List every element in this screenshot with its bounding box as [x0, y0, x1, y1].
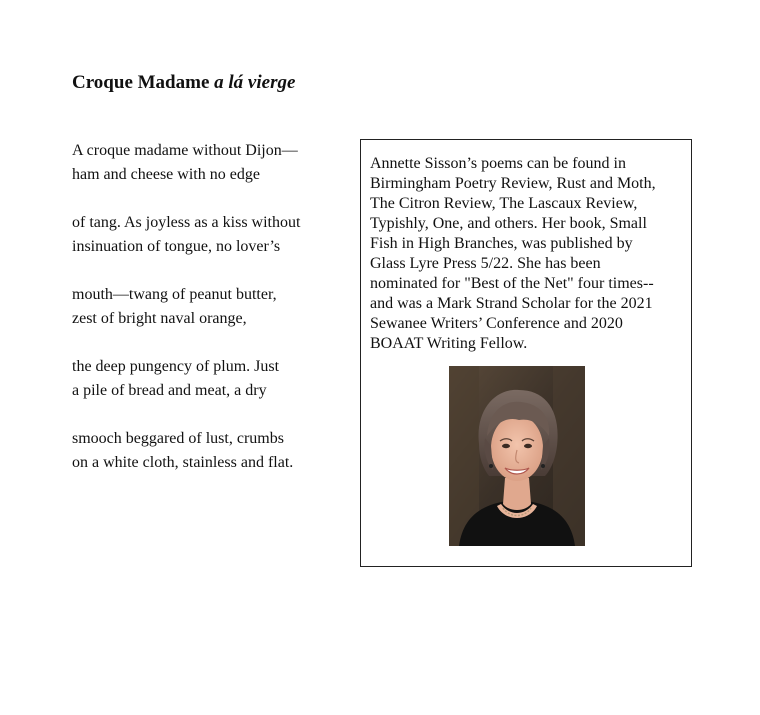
bio-line: Sewanee Writers’ Conference and 2020 [370, 315, 623, 332]
author-portrait-photo [449, 366, 585, 546]
poem-line: mouth—twang of peanut butter, [72, 286, 277, 303]
poem-line: smooch beggared of lust, crumbs [72, 430, 284, 447]
poem-line: on a white cloth, stainless and flat. [72, 454, 294, 471]
bio-line: The Citron Review, The Lascaux Review, [370, 195, 638, 212]
poem-title-italic: a lá vierge [214, 72, 296, 93]
bio-line: BOAAT Writing Fellow. [370, 335, 528, 352]
poem-line: of tang. As joyless as a kiss without [72, 214, 301, 231]
stanza-5 [72, 427, 342, 475]
poem-title [72, 71, 295, 95]
author-bio-box [360, 139, 692, 567]
poem-title-main: Croque Madame [72, 72, 210, 93]
bio-line: Birmingham Poetry Review, Rust and Moth, [370, 175, 656, 192]
bio-line: Annette Sisson’s poems can be found in [370, 155, 626, 172]
stanza-2 [72, 211, 342, 259]
poem-line: ham and cheese with no edge [72, 166, 260, 183]
poem-line: zest of bright naval orange, [72, 310, 247, 327]
stanza-3 [72, 283, 342, 331]
stanza-4 [72, 355, 342, 403]
bio-line: Typishly, One, and others. Her book, Small [370, 215, 647, 232]
bio-line: nominated for "Best of the Net" four times-- [370, 275, 654, 292]
poem-line: A croque madame without Dijon— [72, 142, 298, 159]
poem-line: the deep pungency of plum. Just [72, 358, 280, 375]
bio-line: Glass Lyre Press 5/22. She has been [370, 255, 601, 272]
stanza-1 [72, 139, 342, 187]
author-bio-text [370, 154, 686, 354]
poem-line: a pile of bread and meat, a dry [72, 382, 267, 399]
bio-line: and was a Mark Strand Scholar for the 2021 [370, 295, 653, 312]
bio-line: Fish in High Branches, was published by [370, 235, 633, 252]
poem-line: insinuation of tongue, no lover’s [72, 238, 281, 255]
poem-body [72, 139, 342, 499]
